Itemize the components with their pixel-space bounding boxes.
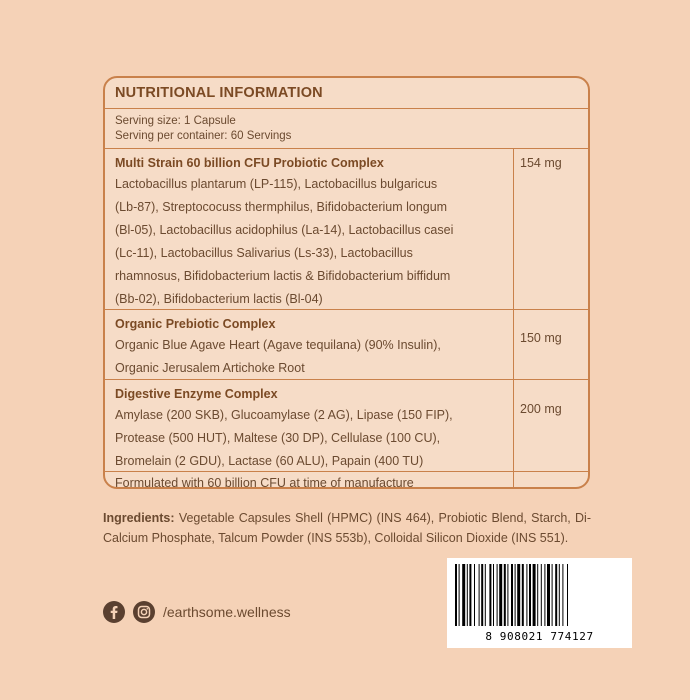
component-line: Organic Jerusalem Artichoke Root (115, 361, 305, 375)
barcode-bar (552, 564, 553, 626)
barcode-bar (544, 564, 545, 626)
barcode-bar (485, 564, 486, 626)
formulation-note: Formulated with 60 billion CFU at time of manufacture (105, 472, 514, 489)
barcode-bar (499, 564, 502, 626)
ingredients-label: Ingredients: (103, 511, 175, 525)
barcode-bar (479, 564, 480, 626)
component-title: Organic Prebiotic Complex (115, 317, 276, 331)
component-row-enzyme (105, 380, 588, 472)
component-line: (Bb-02), Bifidobacterium lactis (Bl-04) (115, 292, 323, 306)
component-line: Bromelain (2 GDU), Lactase (60 ALU), Papain (400 TU) (115, 454, 424, 468)
social-links (103, 600, 291, 624)
barcode-bar (504, 564, 506, 626)
social-handle: /earthsome.wellness (163, 604, 291, 620)
barcode-bar (474, 564, 475, 626)
component-line: Protease (500 HUT), Maltese (30 DP), Cellulase (100 CU), (115, 431, 441, 445)
ingredients-list: Vegetable Capsules Shell (HPMC) (INS 464), Probiotic Blend, Starch, Di-Calcium Phosphate, Talcum Powder (INS 553b), Colloidal Silicon Dioxide (INS 551). (103, 511, 591, 545)
barcode-bar (459, 564, 460, 626)
barcode (447, 558, 632, 648)
barcode-bar (493, 564, 494, 626)
barcode-bar (537, 564, 538, 626)
component-amount: 150 mg (520, 331, 562, 345)
ingredients-text (103, 508, 591, 548)
nutrition-panel (103, 76, 590, 489)
component-line: Amylase (200 SKB), Glucoamylase (2 AG), Lipase (150 FIP), (115, 408, 453, 422)
serving-size: Serving size: 1 Capsule (115, 115, 236, 127)
barcode-bar (497, 564, 498, 626)
barcode-bar (515, 564, 516, 626)
serving-info (105, 109, 588, 149)
component-line: (Bl-05), Lactobacillus acidophilus (La-14), Lactobacillus casei (115, 223, 454, 237)
component-line: Organic Blue Agave Heart (Agave tequilana) (90% Insulin), (115, 338, 441, 352)
component-line: Lactobacillus plantarum (LP-115), Lactobacillus bulgaricus (115, 177, 438, 191)
barcode-bar (541, 564, 542, 626)
component-line: (Lc-11), Lactobacillus Salivarius (Ls-33), Lactobacillus (115, 246, 413, 260)
component-title: Multi Strain 60 billion CFU Probiotic Complex (115, 156, 384, 170)
facebook-icon[interactable] (103, 601, 125, 623)
barcode-bar (567, 564, 568, 626)
barcode-bar (562, 564, 563, 626)
component-amount: 154 mg (520, 156, 562, 170)
component-title: Digestive Enzyme Complex (115, 387, 278, 401)
component-amount: 200 mg (520, 402, 562, 416)
nutrition-grid (105, 149, 588, 489)
component-row-prebiotic (105, 310, 588, 380)
barcode-bar (522, 564, 524, 626)
barcode-number: 8 908021 774127 (485, 630, 594, 643)
barcode-bar (469, 564, 471, 626)
barcode-bar (533, 564, 536, 626)
barcode-bar (481, 564, 483, 626)
component-line: rhamnosus, Bifidobacterium lactis & Bifidobacterium biffidum (115, 269, 451, 283)
barcode-bar (559, 564, 560, 626)
barcode-bar (547, 564, 550, 626)
panel-title: NUTRITIONAL INFORMATION (105, 78, 588, 109)
barcode-bar (511, 564, 513, 626)
barcode-bar (489, 564, 491, 626)
servings-per-container: Serving per container: 60 Servings (115, 130, 292, 142)
barcode-bar (526, 564, 527, 626)
barcode-bar (507, 564, 508, 626)
instagram-icon[interactable] (133, 601, 155, 623)
component-line: (Lb-87), Streptococuss thermphilus, Bifidobacterium longum (115, 200, 448, 214)
component-row-probiotic (105, 149, 588, 310)
barcode-bar (462, 564, 465, 626)
barcode-bar (455, 564, 457, 626)
barcode-bar (555, 564, 557, 626)
barcode-bar (467, 564, 468, 626)
barcode-bar (529, 564, 531, 626)
barcode-bar (517, 564, 520, 626)
